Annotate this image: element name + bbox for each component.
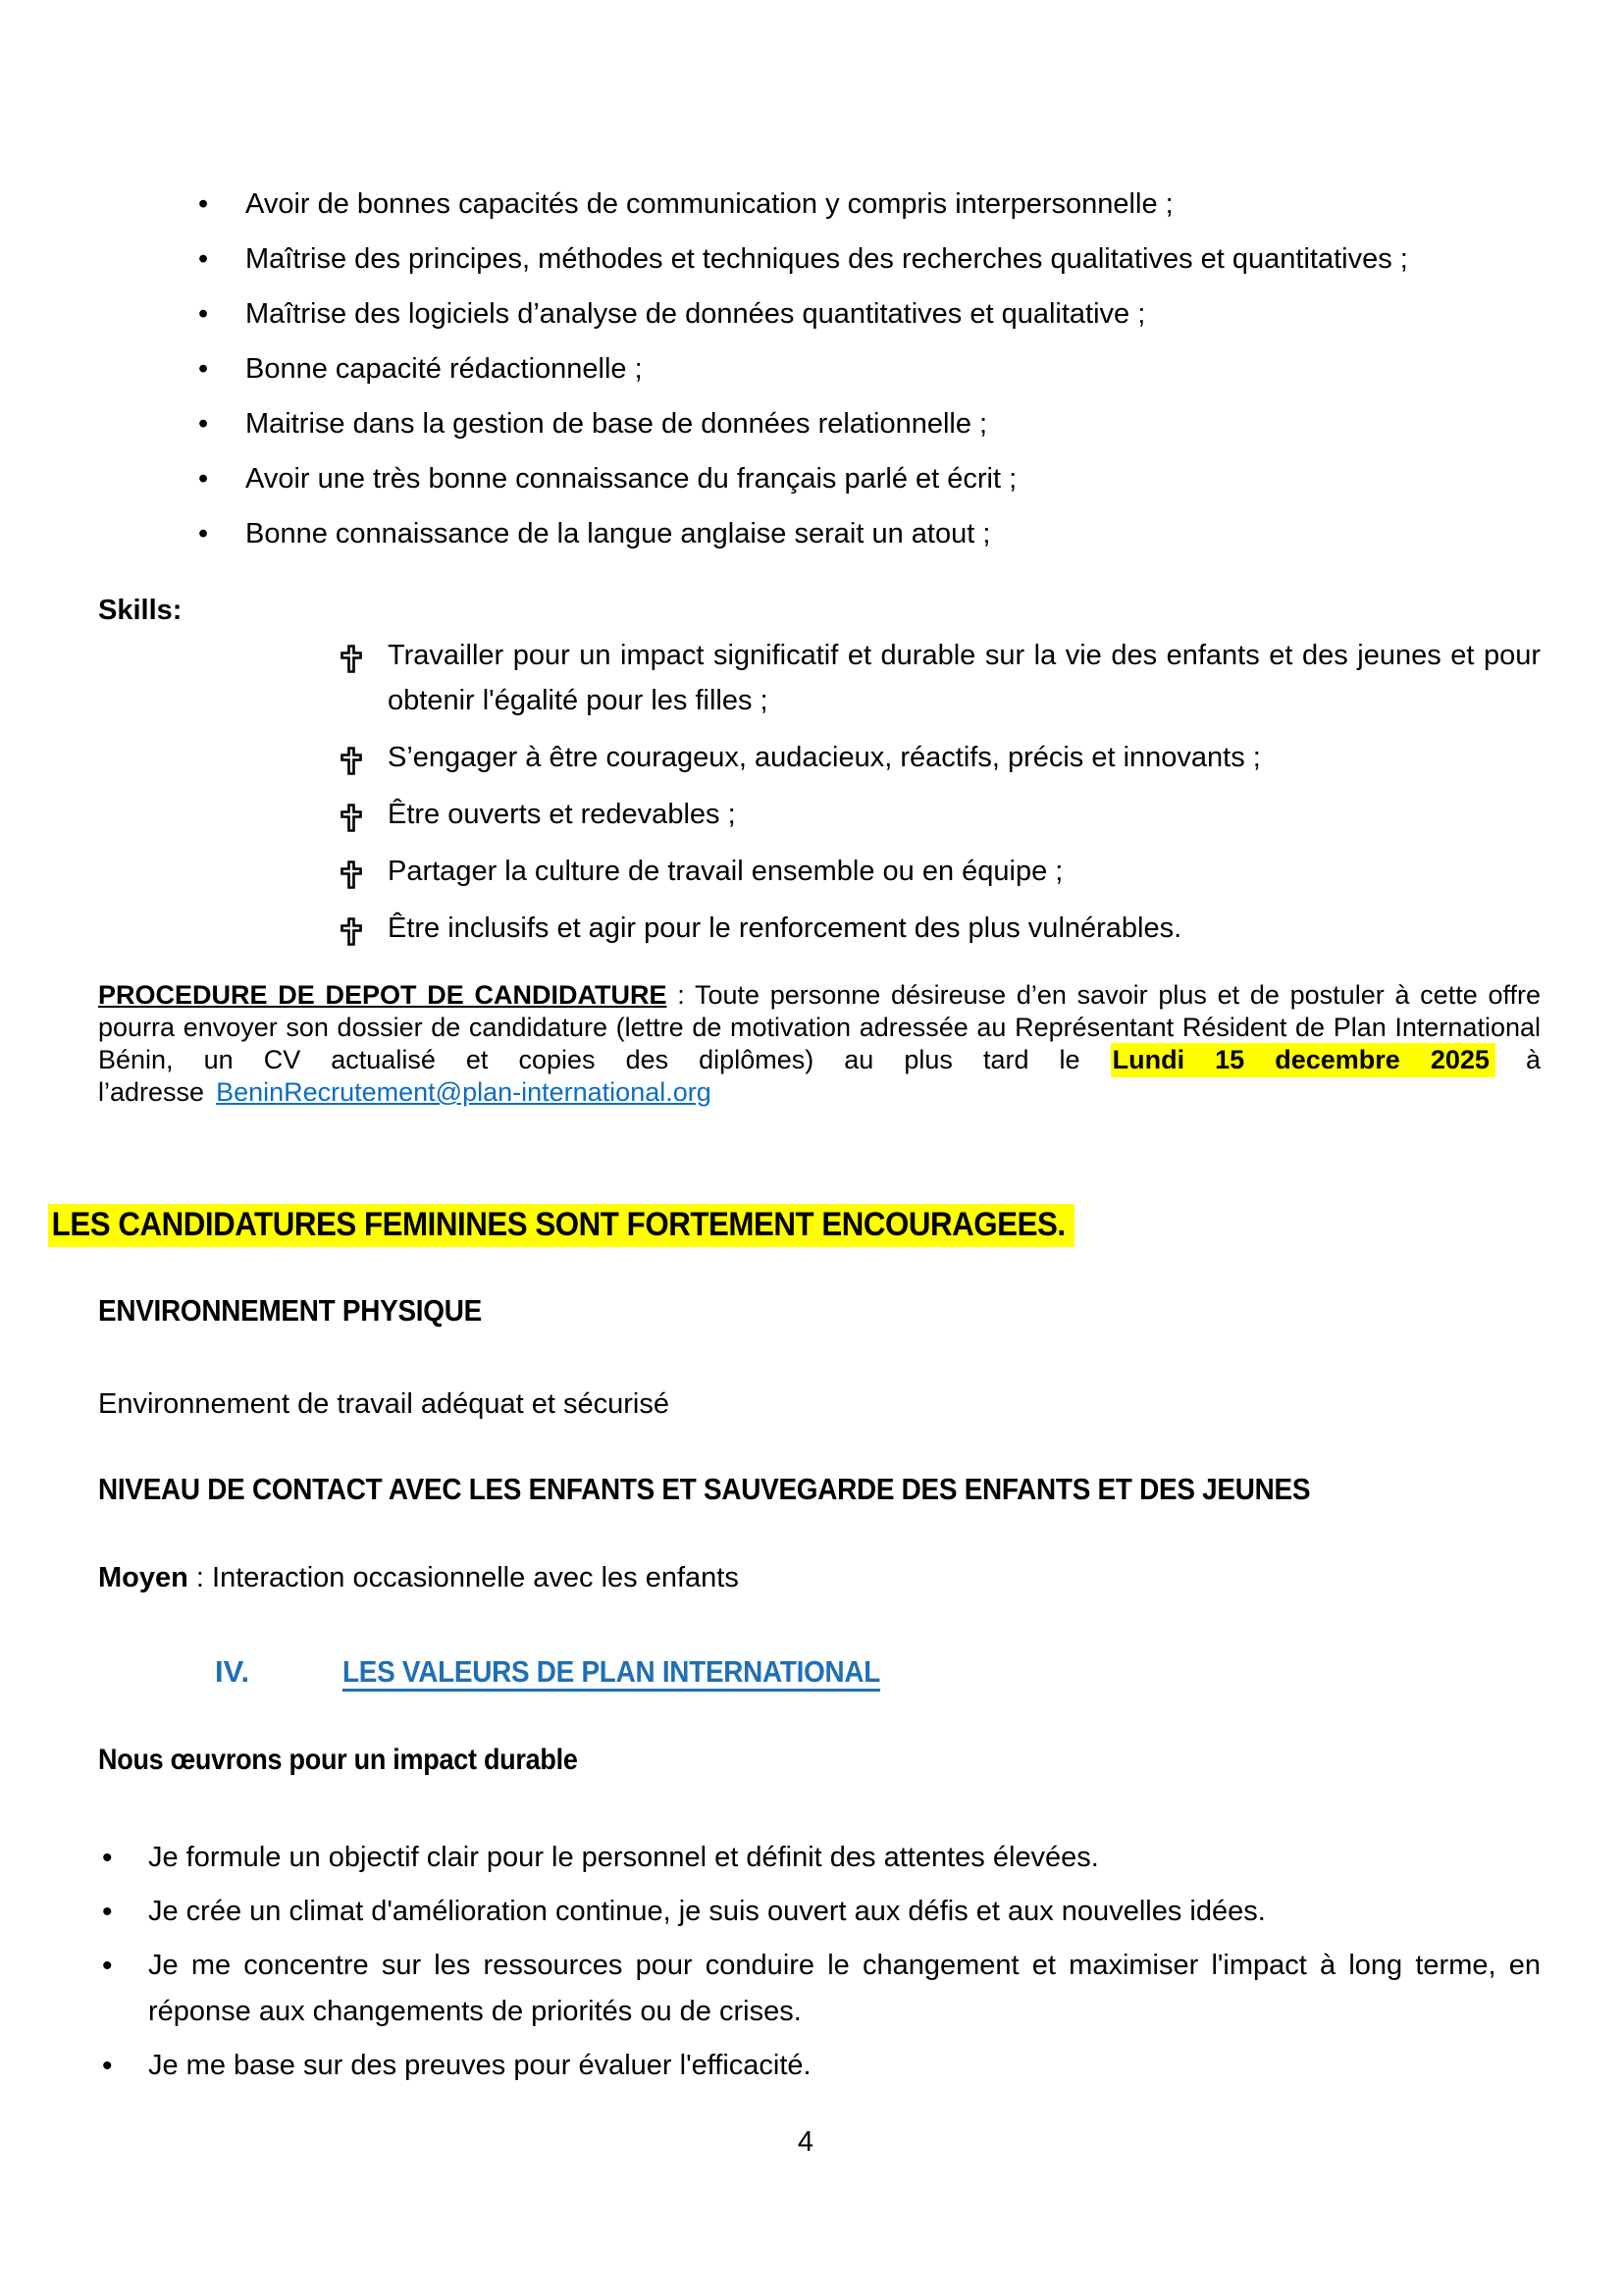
environment-heading: ENVIRONNEMENT PHYSIQUE [98, 1293, 482, 1328]
values-section-heading [98, 1652, 1541, 1692]
values-subtitle-text: Nous œuvrons pour un impact durable [98, 1744, 578, 1776]
list-item-text: Être ouverts et redevables ; [388, 799, 736, 830]
list-item-text: Partager la culture de travail ensemble ou en équipe ; [388, 856, 1064, 887]
section-title: LES VALEURS DE PLAN INTERNATIONAL [342, 1654, 881, 1689]
list-item [98, 2043, 1541, 2089]
list-item [198, 292, 1541, 337]
list-item-text: Maîtrise des principes, méthodes et techniques des recherches qualitatives et quantitatives ; [245, 243, 1408, 275]
list-item-text: S’engager à être courageux, audacieux, réactifs, précis et innovants ; [388, 742, 1261, 773]
list-item-text: Maîtrise des logiciels d’analyse de données quantitatives et qualitative ; [245, 298, 1146, 330]
list-item-text: Je formule un objectif clair pour le personnel et définit des attentes élevées. [148, 1842, 1099, 1873]
list-item [341, 906, 1541, 951]
banner-highlight-text: LES CANDIDATURES FEMININES SONT FORTEMENT ENCOURAGEES. [48, 1204, 1074, 1247]
cross-bullet-icon [341, 642, 362, 670]
values-subtitle [98, 1742, 1541, 1779]
recruitment-email-link[interactable]: BeninRecrutement@plan-international.org [216, 1077, 711, 1107]
contact-level-heading: NIVEAU DE CONTACT AVEC LES ENFANTS ET SAUVEGARDE DES ENFANTS ET DES JEUNES [98, 1472, 1311, 1506]
list-item [341, 792, 1541, 837]
skills-heading: Skills: [98, 595, 183, 626]
list-item [98, 1835, 1541, 1881]
list-item-text: Être inclusifs et agir pour le renforcement des plus vulnérables. [388, 913, 1182, 944]
list-item [341, 735, 1541, 780]
deadline-highlight: Lundi 15 decembre 2025 [1111, 1043, 1495, 1077]
procedure-text-start: : Toute personne désireuse d’en savoir plus et de postuler à cette offre pourra envoyer son dossier de candidature (lettre de motivation adressée au Représentant Résident de Plan International Bénin, un CV actualisé et copies des diplômes) au plus tard le [98, 980, 1541, 1074]
contact-level-label: Moyen [98, 1562, 188, 1593]
list-item [341, 633, 1541, 723]
list-item [98, 1889, 1541, 1935]
list-item-text: Je crée un climat d'amélioration continue, je suis ouvert aux défis et aux nouvelles idées. [148, 1896, 1266, 1927]
banner-line [48, 1204, 1541, 1247]
list-item [198, 183, 1541, 227]
list-item-text: Travailler pour un impact significatif et durable sur la vie des enfants et des jeunes et pour obtenir l'égalité pour les filles ; [388, 640, 1541, 716]
list-item-text: Avoir une très bonne connaissance du français parlé et écrit ; [245, 463, 1018, 495]
procedure-heading: PROCEDURE DE DEPOT DE CANDIDATURE [98, 980, 667, 1010]
list-item [341, 849, 1541, 894]
procedure-text-end: à l’adresse [98, 1045, 1541, 1107]
cross-bullet-icon [341, 744, 362, 772]
list-item [198, 237, 1541, 282]
skills-list [341, 633, 1541, 951]
list-item [198, 347, 1541, 391]
list-item [98, 1943, 1541, 2035]
cross-bullet-icon [341, 858, 362, 886]
page-number: 4 [797, 2126, 814, 2158]
list-item [198, 402, 1541, 446]
list-item-text: Maitrise dans la gestion de base de données relationnelle ; [245, 408, 988, 440]
environment-section [98, 1292, 1541, 1330]
application-procedure-paragraph [98, 979, 1541, 1109]
cross-bullet-icon [341, 801, 362, 829]
list-item-text: Je me base sur des preuves pour évaluer l'efficacité. [148, 2050, 812, 2081]
section-numeral: IV. [215, 1654, 250, 1689]
contact-level-section [98, 1471, 1541, 1508]
list-item-text: Je me concentre sur les ressources pour conduire le changement et maximiser l'impact à long terme, en réponse aux changements de priorités ou de crises. [148, 1950, 1541, 2027]
list-item-text: Bonne capacité rédactionnelle ; [245, 353, 643, 385]
cross-bullet-icon [341, 914, 362, 943]
qualifications-list [198, 183, 1541, 556]
environment-text: Environnement de travail adéquat et sécurisé [98, 1388, 669, 1420]
contact-level-line [98, 1556, 1541, 1599]
list-item [198, 512, 1541, 556]
list-item-text: Avoir de bonnes capacités de communication y compris interpersonnelle ; [245, 188, 1174, 220]
contact-level-text: : Interaction occasionnelle avec les enfants [187, 1562, 739, 1593]
list-item-text: Bonne connaissance de la langue anglaise serait un atout ; [245, 518, 991, 549]
values-list [98, 1835, 1541, 2089]
list-item [198, 457, 1541, 501]
